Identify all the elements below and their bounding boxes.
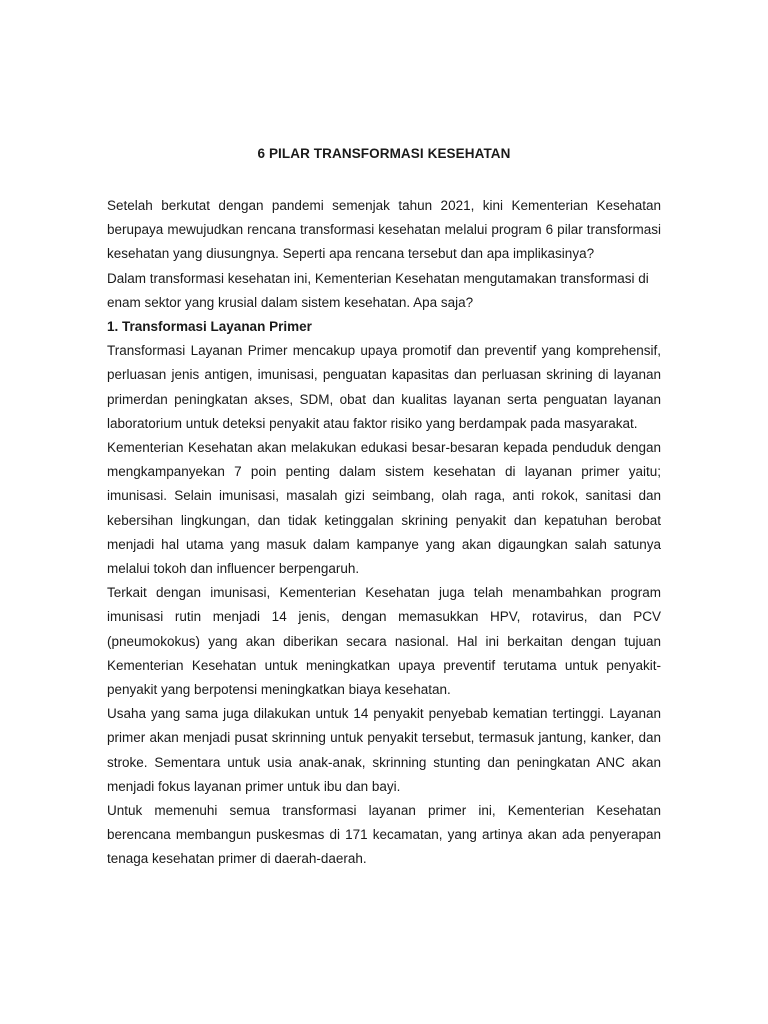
paragraph-screening: Usaha yang sama juga dilakukan untuk 14 penyakit penyebab kematian tertinggi. Layanan primer akan menjadi pusat skrinning untuk penyakit tersebut, termasuk jantung, kanker, dan stroke. Sementara untuk usia anak-anak, skrinning stunting dan peningkatan ANC akan menjadi fokus layanan primer untuk ibu dan bayi.: [107, 706, 661, 794]
document-body: [107, 194, 661, 872]
section-heading-layanan-primer: 1. Transformasi Layanan Primer: [107, 319, 312, 335]
document-title: 6 PILAR TRANSFORMASI KESEHATAN: [257, 146, 511, 161]
paragraph-intro: Setelah berkutat dengan pandemi semenjak tahun 2021, kini Kementerian Kesehatan berupaya mewujudkan rencana transformasi kesehatan melalui program 6 pilar transformasi kesehatan yang diusungnya. Seperti apa rencana tersebut dan apa implikasinya?: [107, 198, 661, 262]
paragraph-puskesmas: Untuk memenuhi semua transformasi layanan primer ini, Kementerian Kesehatan berencana membangun puskesmas di 171 kecamatan, yang artinya akan ada penyerapan tenaga kesehatan primer di daerah-daerah.: [107, 803, 661, 867]
paragraph-six-sectors: Dalam transformasi kesehatan ini, Kementerian Kesehatan mengutamakan transformasi di enam sektor yang krusial dalam sistem kesehatan. Apa saja?: [107, 270, 649, 310]
paragraph-education-campaign: Kementerian Kesehatan akan melakukan edukasi besar-besaran kepada penduduk dengan mengkampanyekan 7 poin penting dalam sistem kesehatan di layanan primer yaitu; imunisasi. Selain imunisasi, masalah gizi seimbang, olah raga, anti rokok, sanitasi dan kebersihan lingkungan, dan tidak ketinggalan skrining penyakit dan kepatuhan berobat menjadi hal utama yang masuk dalam kampanye yang akan digaungkan salah satunya melalui tokoh dan influencer berpengaruh.: [107, 440, 661, 577]
paragraph-layanan-primer-scope: Transformasi Layanan Primer mencakup upaya promotif dan preventif yang komprehensif, perluasan jenis antigen, imunisasi, penguatan kapasitas dan perluasan skrining di layanan primerdan peningkatan akses, SDM, obat dan kualitas layanan serta penguatan layanan laboratorium untuk deteksi penyakit atau faktor risiko yang berdampak pada masyarakat.: [107, 343, 661, 431]
paragraph-immunization: Terkait dengan imunisasi, Kementerian Kesehatan juga telah menambahkan program imunisasi rutin menjadi 14 jenis, dengan memasukkan HPV, rotavirus, dan PCV (pneumokokus) yang akan diberikan secara nasional. Hal ini berkaitan dengan tujuan Kementerian Kesehatan untuk meningkatkan upaya preventif terutama untuk penyakit-penyakit yang berpotensi meningkatkan biaya kesehatan.: [107, 585, 661, 698]
